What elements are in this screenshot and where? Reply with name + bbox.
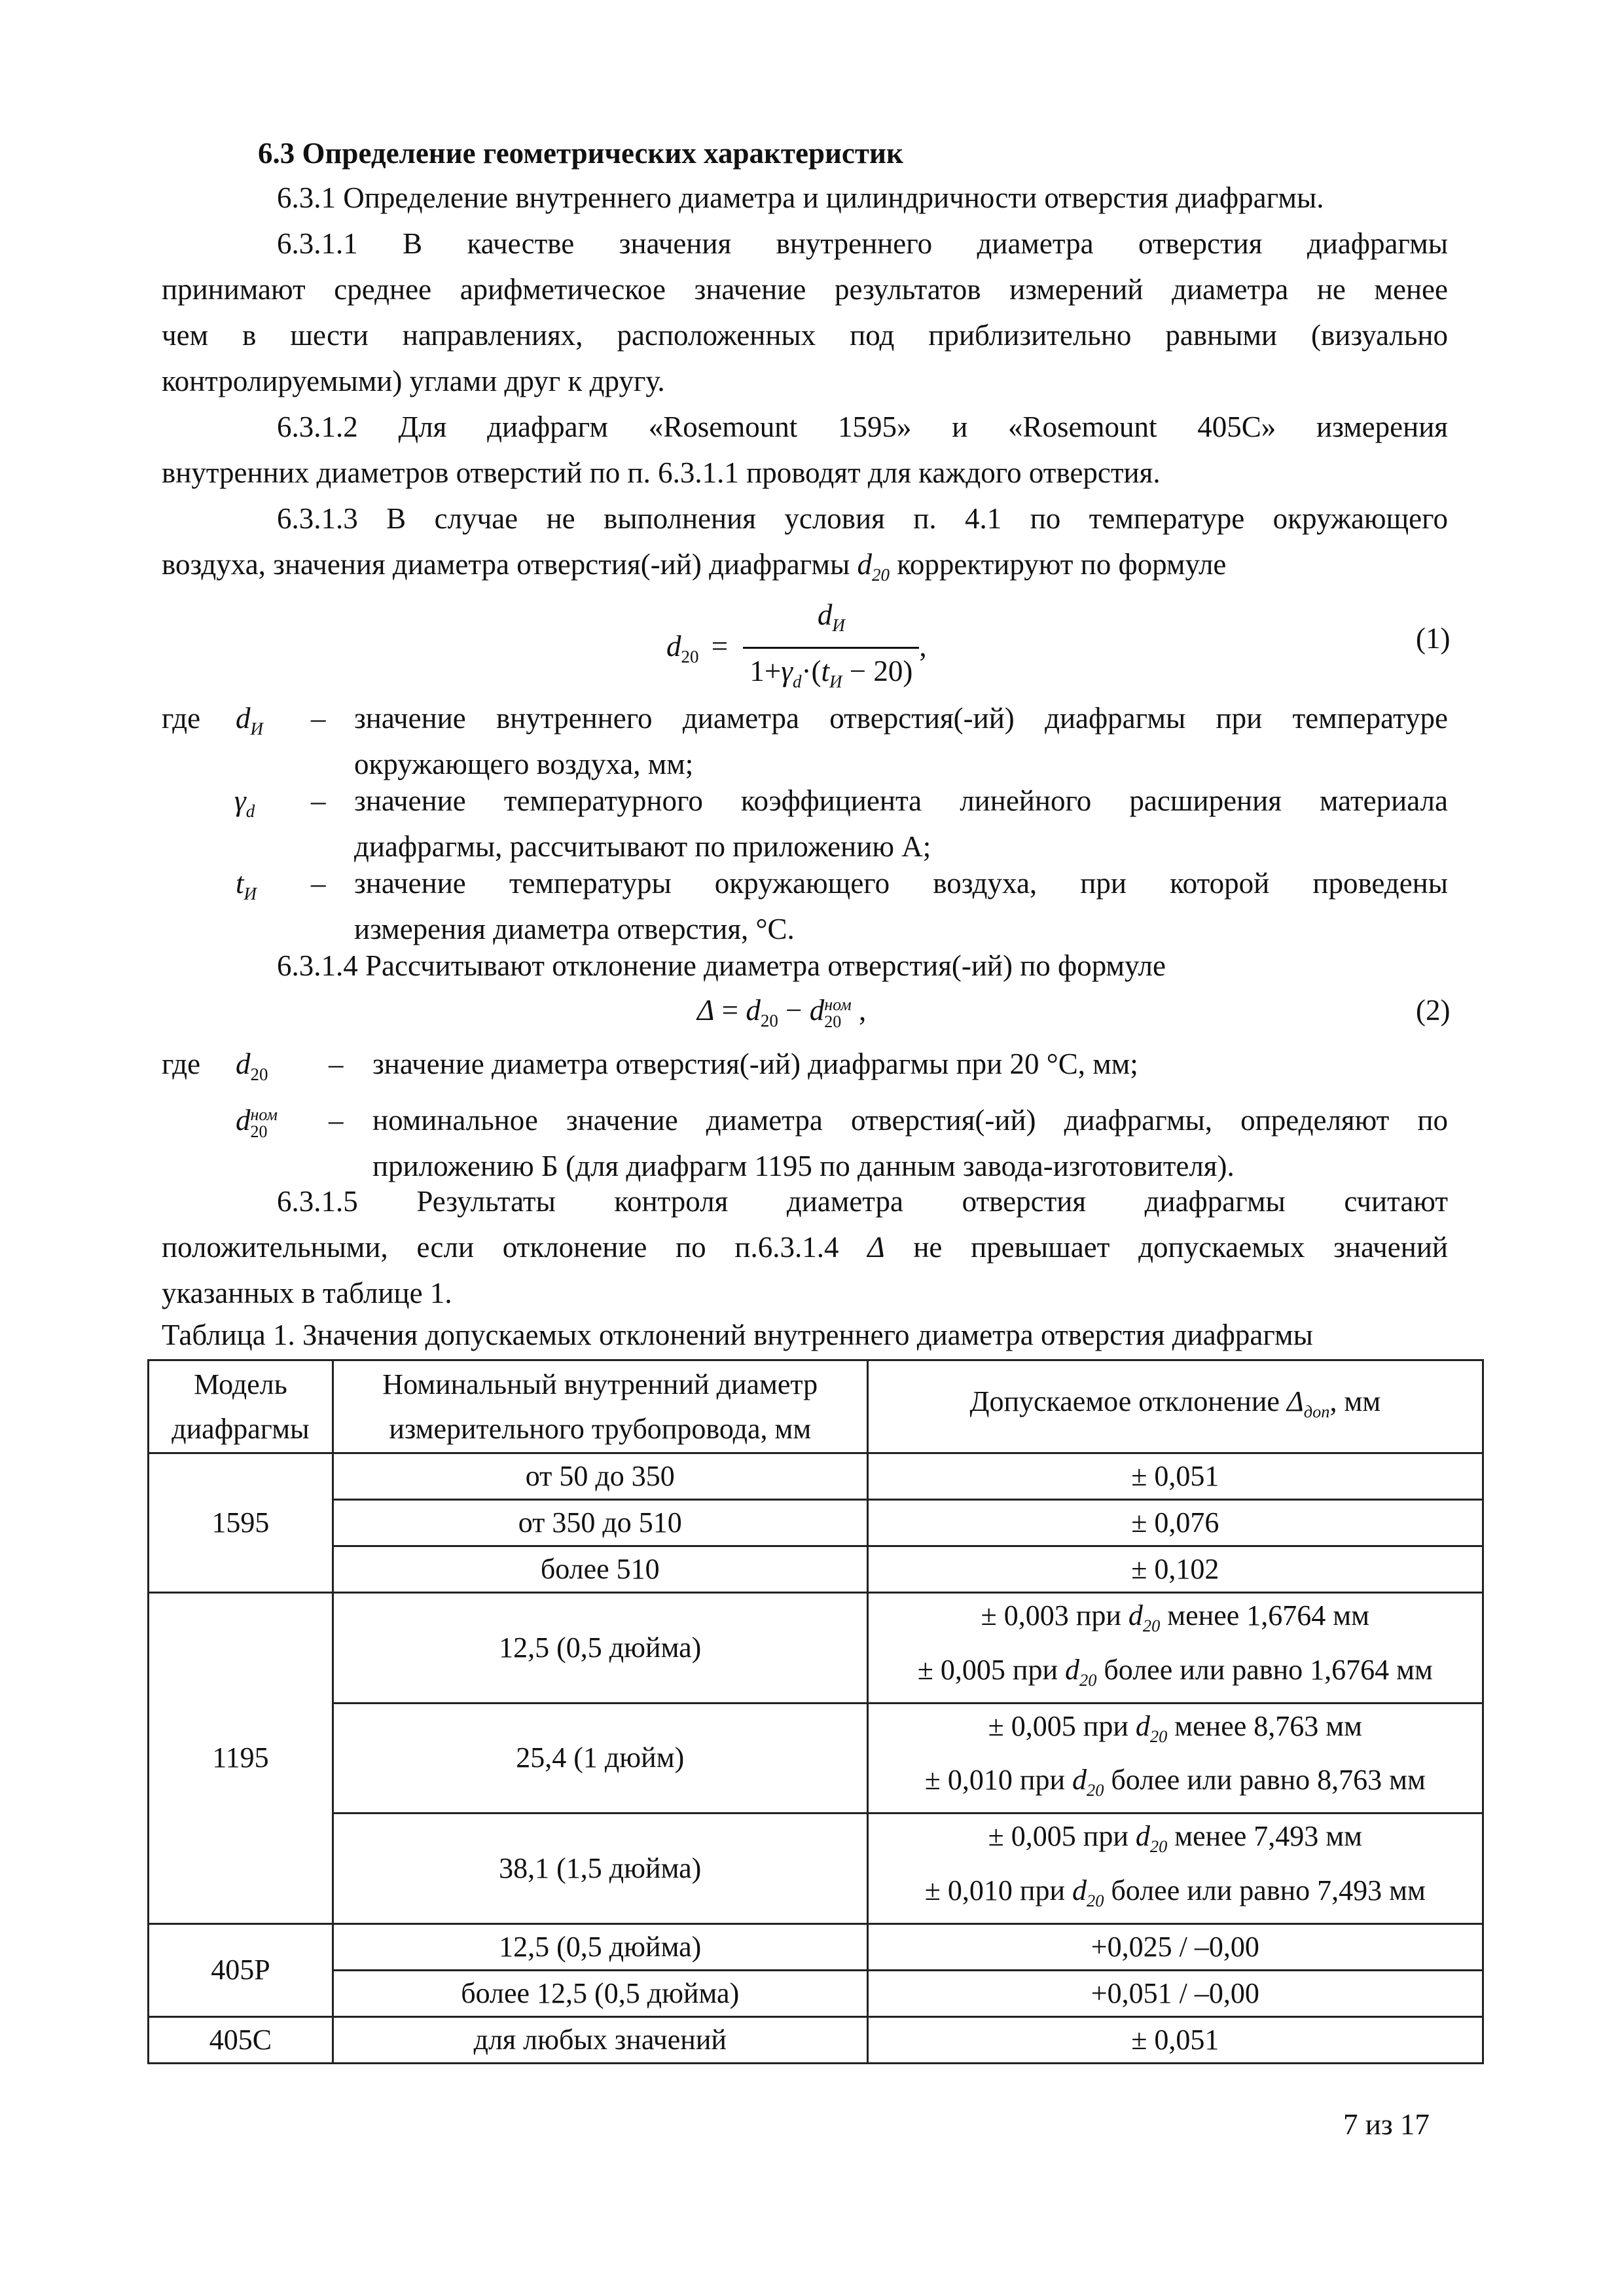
cell-diameter: более 12,5 (0,5 дюйма) <box>333 1970 867 2016</box>
formula-2: $\Delta = d_{20} - d$ ном 20 , <box>697 994 867 1031</box>
formula-1-lhs: $d_{20}$ <box>666 629 699 666</box>
cell-model-405p: 405Р <box>149 1923 333 2016</box>
defs2-item2-symbol: d ном 20 <box>236 1104 278 1141</box>
paragraph-6-3-1: 6.3.1 Определение внутреннего диаметра и цилиндричности отверстия диафрагмы. <box>277 181 1324 214</box>
cell-tolerance: ± 0,051 <box>867 2016 1483 2063</box>
header-tolerance: Допускаемое отклонение $\Delta_{доп}$, мм <box>867 1360 1483 1453</box>
table-row <box>149 1453 1483 1500</box>
formula-1-fraction <box>743 594 919 704</box>
paragraph-6-3-1-1-line2: принимают среднее арифметическое значение результатов измерений диаметра не менее <box>162 273 1448 306</box>
cell-diameter: 12,5 (0,5 дюйма) <box>333 1593 867 1704</box>
cell-tolerance: ± 0,102 <box>867 1546 1483 1593</box>
defs1-item1-symbol: $d_И$ <box>236 702 263 738</box>
table-row <box>149 1813 1483 1924</box>
text-pre: воздуха, значения диаметра отверстия(-ий) диафрагмы <box>162 548 857 581</box>
defs2-item2-text: номинальное значение диаметра отверстия(-ий) диафрагмы, определяют по приложению Б (для диафрагм 1195 по данным завода-изготовителя). <box>372 1104 1448 1182</box>
cell-tolerance: +0,051 / –0,00 <box>867 1970 1483 2016</box>
paragraph-6-3-1-2-line2: внутренних диаметров отверстий по п. 6.3.1.1 проводят для каждого отверстия. <box>162 456 1161 489</box>
defs2-item1-dash: – <box>329 1048 344 1080</box>
formula-1 <box>666 594 927 704</box>
table-caption: Таблица 1. Значения допускаемых отклонений внутреннего диаметра отверстия диафрагмы <box>162 1319 1313 1351</box>
header-nominal: Номинальный внутренний диаметр измерительного трубопровода, мм <box>333 1360 867 1453</box>
defs1-where: где <box>162 702 201 735</box>
cell-diameter: 12,5 (0,5 дюйма) <box>333 1923 867 1970</box>
table-row <box>149 1593 1483 1704</box>
cell-diameter: 38,1 (1,5 дюйма) <box>333 1813 867 1924</box>
formula-1-equals: = <box>711 629 729 663</box>
defs2-item1-text: значение диаметра отверстия(-ий) диафрагмы при 20 °С, мм; <box>372 1048 1138 1080</box>
symbol-delta: Δ <box>867 1231 885 1264</box>
cell-tolerance: ± 0,005 при $d_{20}$ менее 7,493 мм ± 0,010 при $d_{20}$ более или равно 7,493 мм <box>867 1813 1483 1924</box>
formula-2-number: (2) <box>1416 994 1451 1027</box>
tolerance-table <box>147 1359 1484 2064</box>
paragraph-6-3-1-5-line3: указанных в таблице 1. <box>162 1277 452 1309</box>
cell-diameter: для любых значений <box>333 2016 867 2063</box>
paragraph-6-3-1-4: 6.3.1.4 Рассчитывают отклонение диаметра отверстия(-ий) по формуле <box>277 949 1166 982</box>
paragraph-6-3-1-1-line3: чем в шести направлениях, расположенных под приблизительно равными (визуально <box>162 319 1448 352</box>
cell-diameter: более 510 <box>333 1546 867 1593</box>
header-model: Модель диафрагмы <box>149 1360 333 1453</box>
table-row <box>149 1970 1483 2016</box>
table-row <box>149 1546 1483 1593</box>
cell-diameter: от 350 до 510 <box>333 1500 867 1546</box>
paragraph-6-3-1-5-line2: положительными, если отклонение по п.6.3.1.4 Δ не превышает допускаемых значений <box>162 1231 1449 1264</box>
defs1-item3-symbol: $t_И$ <box>236 867 257 903</box>
formula-1-denominator: $1+\gamma_d\cdot(t_И - 20)$ <box>749 655 913 691</box>
cell-tolerance: ± 0,005 при $d_{20}$ менее 8,763 мм ± 0,010 при $d_{20}$ более или равно 8,763 мм <box>867 1703 1483 1813</box>
page-number: 7 из 17 <box>1343 2108 1430 2141</box>
symbol-d20: $d_{20}$ <box>857 548 890 585</box>
cell-model-1595: 1595 <box>149 1453 333 1593</box>
defs1-item1-dash: – <box>311 702 326 735</box>
paragraph-6-3-1-3-line1: 6.3.1.3 В случае не выполнения условия п. 4.1 по температуре окружающего <box>277 502 1448 535</box>
paragraph-6-3-1-2-line1: 6.3.1.2 Для диафрагм «Rosemount 1595» и «Rosemount 405C» измерения <box>277 410 1448 443</box>
defs1-item2-text: значение температурного коэффициента линейного расширения материала диафрагмы, рассчитывают по приложению А; <box>354 784 1448 863</box>
cell-diameter: 25,4 (1 дюйм) <box>333 1703 867 1813</box>
text-post: корректируют по формуле <box>890 548 1227 581</box>
table-row <box>149 2016 1483 2063</box>
table-header-row <box>149 1360 1483 1453</box>
formula-1-number: (1) <box>1416 622 1451 655</box>
defs1-item2-symbol: $\gamma_d$ <box>234 784 255 821</box>
cell-tolerance: ± 0,076 <box>867 1500 1483 1546</box>
cell-tolerance: ± 0,051 <box>867 1453 1483 1500</box>
paragraph-6-3-1-1-line4: контролируемыми) углами друг к другу. <box>162 365 665 397</box>
cell-model-1195: 1195 <box>149 1593 333 1924</box>
defs2-item2-dash: – <box>329 1104 344 1137</box>
table-row <box>149 1500 1483 1546</box>
table-row <box>149 1923 1483 1970</box>
cell-diameter: от 50 до 350 <box>333 1453 867 1500</box>
section-heading: 6.3 Определение геометрических характеристик <box>258 137 903 170</box>
defs1-item1-text: значение внутреннего диаметра отверстия(-ий) диафрагмы при температуре окружающего воздуха, мм; <box>354 702 1448 780</box>
paragraph-6-3-1-5-line1: 6.3.1.5 Результаты контроля диаметра отверстия диафрагмы считают <box>277 1185 1448 1218</box>
defs1-item2-dash: – <box>311 784 326 817</box>
paragraph-6-3-1-1-line1: 6.3.1.1 В качестве значения внутреннего диаметра отверстия диафрагмы <box>277 227 1448 260</box>
cell-tolerance: ± 0,003 при $d_{20}$ менее 1,6764 мм ± 0,005 при $d_{20}$ более или равно 1,6764 мм <box>867 1593 1483 1704</box>
defs2-where: где <box>162 1048 201 1080</box>
formula-1-numerator: $d_И$ <box>743 594 919 649</box>
defs1-item3-text: значение температуры окружающего воздуха, при которой проведены измерения диаметра отверстия, °С. <box>354 867 1448 945</box>
defs2-item1-symbol: $d_{20}$ <box>236 1048 268 1084</box>
formula-1-comma: , <box>919 629 927 663</box>
defs1-item3-dash: – <box>311 867 326 900</box>
formula-2-delta: Δ <box>697 994 715 1027</box>
paragraph-6-3-1-3-line2 <box>162 541 1226 598</box>
cell-tolerance: +0,025 / –0,00 <box>867 1923 1483 1970</box>
table-row <box>149 1703 1483 1813</box>
cell-model-405c: 405С <box>149 2016 333 2063</box>
